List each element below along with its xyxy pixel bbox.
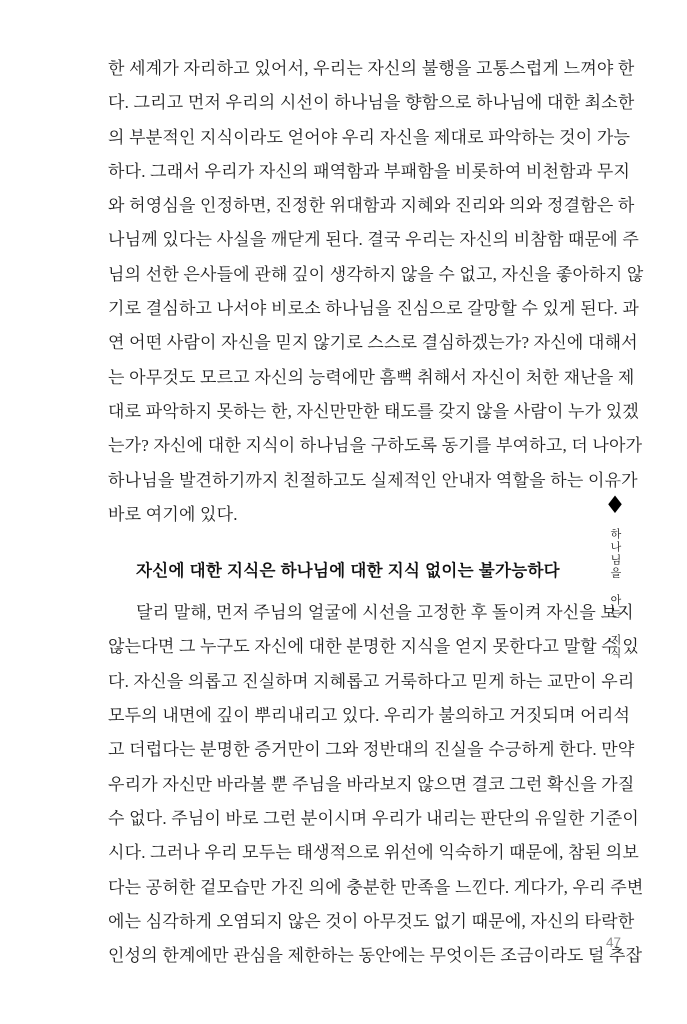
body-text-line: 연 어떤 사람이 자신을 믿지 않기로 스스로 결심하겠는가? 자신에 대해서 [108,333,638,353]
body-text-line: 님의 선한 은사들에 관해 깊이 생각하지 않을 수 없고, 자신을 좋아하지 않 [108,264,644,284]
body-text-line: 대로 파악하지 못하는 한, 자신만만한 태도를 갖지 않을 사람이 누가 있겠 [108,401,639,421]
body-text-line: 인성의 한계에만 관심을 제한하는 동안에는 무엇이든 조금이라도 덜 추잡 [108,946,643,966]
body-text-line: 달리 말해, 먼저 주님의 얼굴에 시선을 고정한 후 돌이켜 자신을 보지 [136,603,634,623]
body-text-line: 에는 심각하게 오염되지 않은 것이 아무것도 없기 때문에, 자신의 타락한 [108,911,635,931]
body-text-line: 의 부분적인 지식이라도 얻어야 우리 자신을 제대로 파악하는 것이 가능 [108,127,631,147]
body-text-line: 우리가 자신만 바라볼 뿐 주님을 바라보지 않으면 결코 그런 확신을 가질 [108,774,635,794]
diamond-icon: ♦ [604,491,626,519]
paragraph-1 [108,52,644,532]
body-text-line: 다는 공허한 겉모습만 가진 의에 충분한 만족을 느낀다. 게다가, 우리 주변 [108,877,644,897]
body-text-line: 수 없다. 주님이 바로 그런 분이시며 우리가 내리는 판단의 유일한 기준이 [108,808,639,828]
body-text-line: 와 허영심을 인정하면, 진정한 위대함과 지혜와 진리와 의와 정결함은 하 [108,196,635,216]
body-text-line: 모두의 내면에 깊이 뿌리내리고 있다. 우리가 불의하고 거짓되며 어리석 [108,706,631,726]
body-text-line: 다. 그리고 먼저 우리의 시선이 하나님을 향함으로 하나님에 대한 최소한 [108,93,635,113]
body-text-line: 고 더럽다는 분명한 증거만이 그와 정반대의 진실을 수긍하게 한다. 만약 [108,740,635,760]
body-text-line: 나님께 있다는 사실을 깨닫게 된다. 결국 우리는 자신의 비참함 때문에 주 [108,230,639,250]
running-title-vertical: 하나님을 아는 지식 [609,528,621,660]
body-text-line: 한 세계가 자리하고 있어서, 우리는 자신의 불행을 고통스럽게 느껴야 한 [108,59,635,78]
body-text-line: 바로 여기에 있다. [108,504,238,524]
chapter-marker [598,492,632,665]
body-text-line: 다. 자신을 의롭고 진실하며 지혜롭고 거룩하다고 믿게 하는 교만이 우리 [108,671,635,691]
body-text-line: 는가? 자신에 대한 지식이 하나님을 구하도록 동기를 부여하고, 더 나아가 [108,436,643,456]
body-text-line: 시다. 그러나 우리 모두는 태생적으로 위선에 익숙하기 때문에, 참된 의보 [108,843,639,863]
body-text-line: 하나님을 발견하기까지 친절하고도 실제적인 안내자 역할을 하는 이유가 [108,470,638,490]
body-text-line: 하다. 그래서 우리가 자신의 패역함과 부패함을 비롯하여 비천함과 무지 [108,161,631,181]
section-heading: 자신에 대한 지식은 하나님에 대한 지식 없이는 불가능하다 [136,562,560,581]
body-text-line: 는 아무것도 모르고 자신의 능력에만 흠뻑 취해서 자신이 처한 재난을 제 [108,367,635,387]
body-text-line: 않는다면 그 누구도 자신에 대한 분명한 지식을 얻지 못한다고 말할 수 있 [108,637,639,657]
page-number: 47 [606,935,622,950]
body-text-line: 기로 결심하고 나서야 비로소 하나님을 진심으로 갈망할 수 있게 된다. 과 [108,299,639,319]
